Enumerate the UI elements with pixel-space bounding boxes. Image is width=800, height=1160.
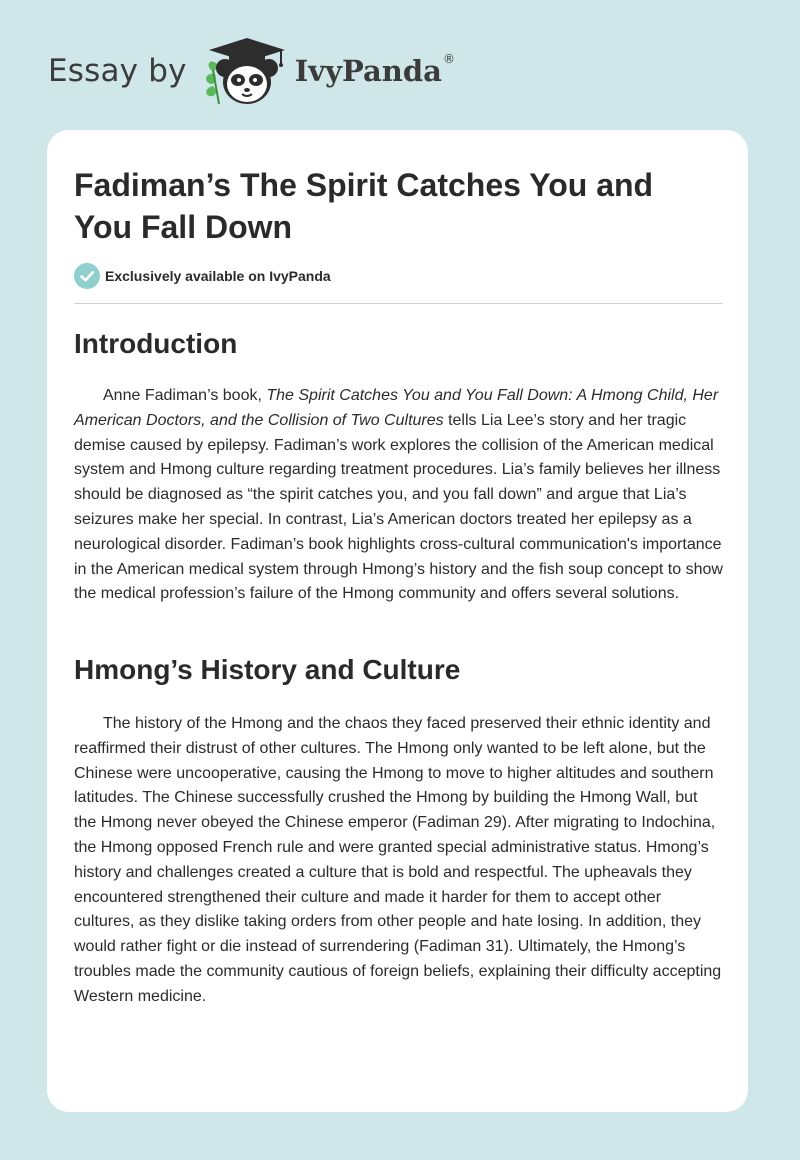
site-header <box>48 34 455 108</box>
article-card <box>47 130 748 1112</box>
article-title: Fadiman’s The Spirit Catches You and You Fall Down <box>74 167 654 245</box>
section-paragraph-history: The history of the Hmong and the chaos they faced preserved their ethnic identity and reaffirmed their distrust of other cultures. The Hmong only wanted to be left alone, but the Chinese were uncooperative, causing the Hmong to move to higher altitudes and southern latitudes. The Chinese successfully crushed the Hmong by building the Hmong Wall, but the Hmong never obeyed the Chinese emperor (Fadiman 29). After migrating to Indochina, the Hmong opposed French rule and were granted special administrative status. Hmong’s history and challenges created a culture that is bold and respectful. The upheavals they encountered strengthened their culture and made it harder for them to accept other cultures, as they dislike taking orders from other people and hate losing. In addition, they would rather fight or die instead of surrendering (Fadiman 31). Ultimately, the Hmong’s troubles made the community cautious of foreign beliefs, explaining their difficulty accepting Western medicine. <box>74 715 722 1005</box>
paragraph-text-rest: tells Lia Lee’s story and her tragic demise caused by epilepsy. Fadiman’s work explores the collision of the American medical system and Hmong culture regarding treatment procedures. Lia’s family believes her illness should be diagnosed as “the spirit catches you, and you fall down” and argue that Lia’s seizures make her special. In contrast, Lia’s American doctors treated her epilepsy as a neurological disorder. Fadiman’s book highlights cross-cultural communication's importance in the American medical system through Hmong’s history and the fish soup concept to show the medical profession’s failure of the Hmong community and offers several solutions. <box>74 411 723 603</box>
section-paragraph-introduction <box>74 384 723 607</box>
paragraph-text-start: Anne Fadiman’s book, <box>103 387 267 404</box>
section-heading-introduction: Introduction <box>74 328 238 359</box>
book-title-italic: The Spirit Catches You and You Fall Down: A Hmong Child, Her American Doctors, and the Collision of Two Cultures <box>74 387 719 429</box>
brand-name[interactable]: IvyPanda <box>294 54 442 88</box>
panda-logo-icon[interactable] <box>201 34 291 108</box>
exclusive-badge-label: Exclusively available on IvyPanda <box>105 268 331 284</box>
check-badge-icon <box>74 263 100 289</box>
registered-mark: ® <box>442 52 455 66</box>
essay-by-label: Essay by <box>48 53 187 89</box>
section-heading-history: Hmong’s History and Culture <box>74 654 461 685</box>
exclusive-badge <box>74 263 331 289</box>
title-divider <box>74 303 723 304</box>
